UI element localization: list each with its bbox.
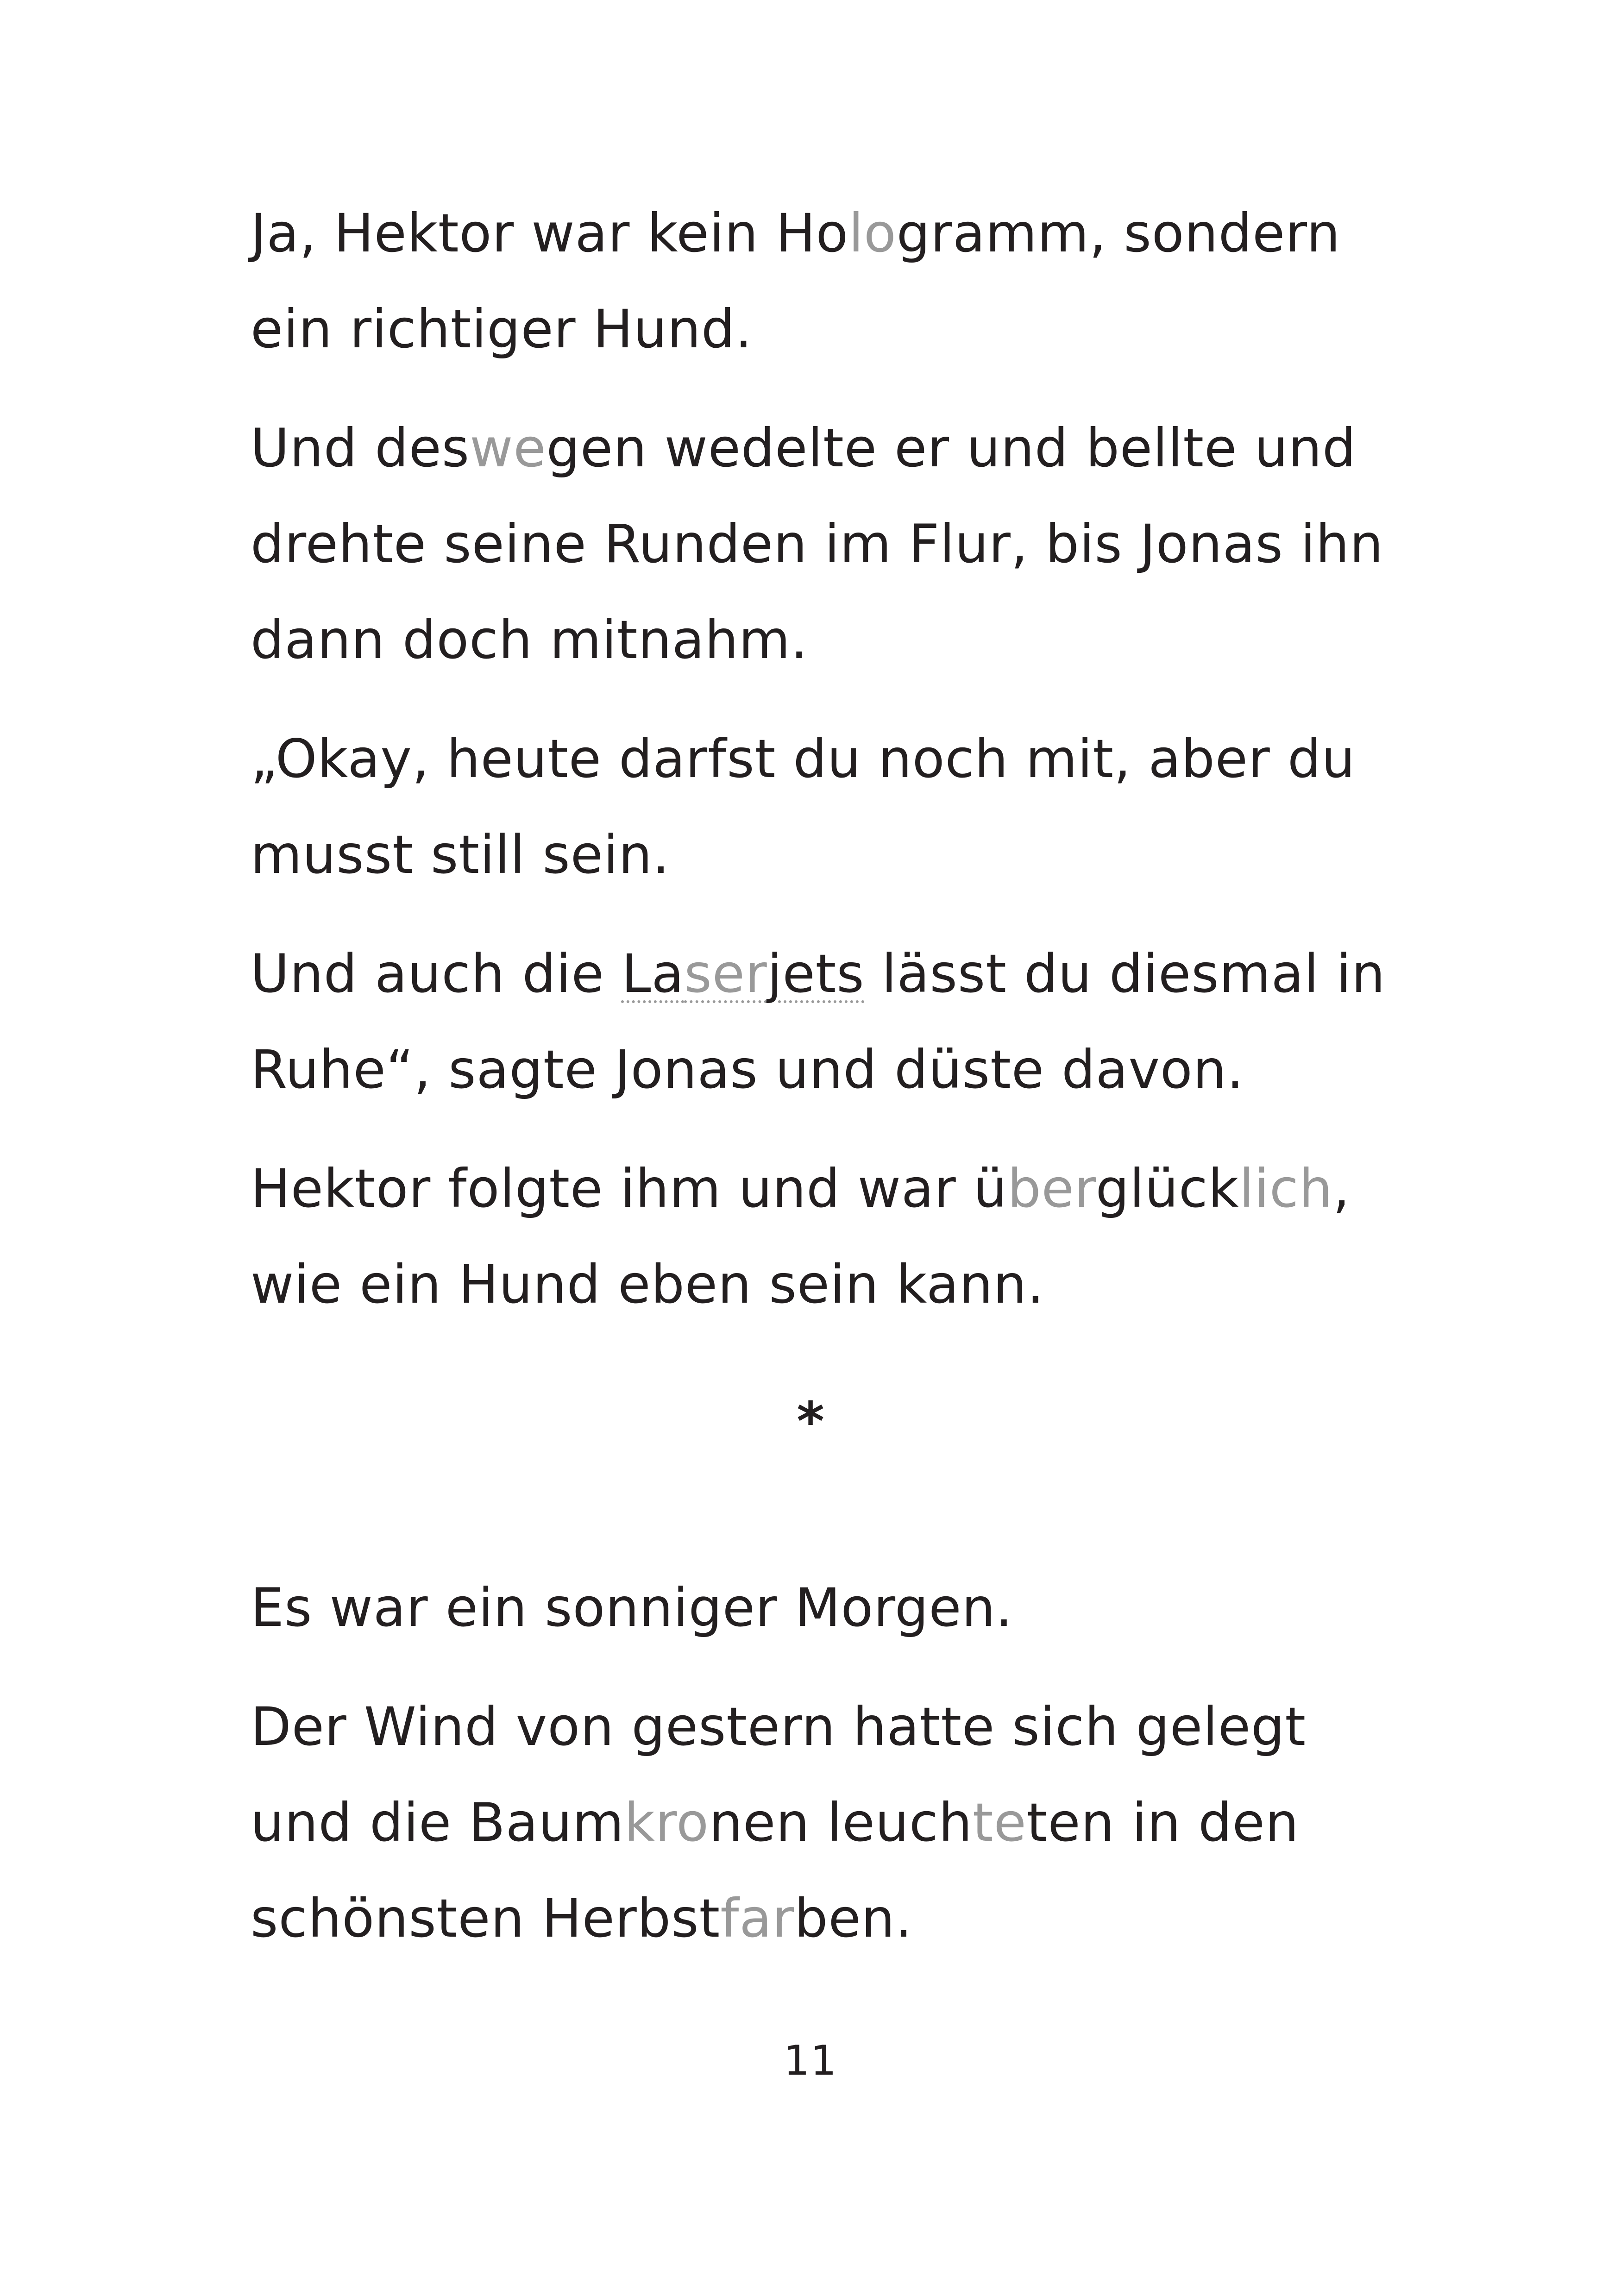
paragraph bbox=[251, 1560, 1455, 1656]
syllable-highlight: ser bbox=[684, 943, 767, 1004]
paragraph bbox=[251, 185, 1455, 377]
text-segment: und die Baum bbox=[251, 1792, 624, 1853]
text-segment: ben. bbox=[794, 1888, 913, 1949]
paragraph bbox=[251, 400, 1455, 688]
text-segment: , bbox=[1332, 1158, 1351, 1219]
text-line bbox=[251, 185, 1455, 281]
text-segment: drehte seine Runden im Flur, bis Jonas ihn bbox=[251, 513, 1384, 575]
text-segment: wie ein Hund eben sein kann. bbox=[251, 1254, 1044, 1315]
text-segment: musst still sein. bbox=[251, 824, 670, 885]
text-segment: Es war ein sonniger Morgen. bbox=[251, 1577, 1013, 1638]
syllable-highlight: lo bbox=[848, 202, 897, 264]
text-segment: dann doch mitnahm. bbox=[251, 609, 808, 671]
text-line bbox=[251, 1141, 1455, 1236]
text-segment: glück bbox=[1095, 1158, 1239, 1219]
text-segment: Der Wind von gestern hatte sich gelegt bbox=[251, 1696, 1307, 1757]
text-line bbox=[251, 1560, 1455, 1656]
syllable-highlight: lich bbox=[1239, 1158, 1333, 1219]
syllable-highlight: ber bbox=[1007, 1158, 1096, 1219]
text-segment: gramm, sondern bbox=[896, 202, 1341, 264]
text-line bbox=[251, 592, 1455, 688]
paragraph bbox=[251, 1141, 1455, 1332]
text-line bbox=[251, 1775, 1455, 1870]
paragraph bbox=[251, 1679, 1455, 1966]
text-segment: gen wedelte er und bellte und bbox=[546, 417, 1357, 479]
text-segment: Hektor folgte ihm und war ü bbox=[251, 1158, 1008, 1219]
syllable-highlight: we bbox=[470, 417, 547, 479]
section-separator: * bbox=[797, 1391, 824, 1452]
text-segment: ten in den bbox=[1026, 1792, 1299, 1853]
text-line bbox=[251, 400, 1455, 496]
text-line bbox=[251, 1022, 1455, 1117]
dotted-word-segment: jets bbox=[767, 943, 865, 1004]
syllable-highlight: far bbox=[720, 1888, 795, 1949]
text-segment: lässt du diesmal in bbox=[864, 943, 1386, 1004]
text-segment: ein richtiger Hund. bbox=[251, 298, 753, 360]
text-line bbox=[251, 1236, 1455, 1332]
text-segment: „Okay, heute darfst du noch mit, aber du bbox=[251, 728, 1356, 790]
text-line bbox=[251, 281, 1455, 377]
syllable-highlight: kro bbox=[624, 1792, 710, 1853]
paragraph bbox=[251, 926, 1455, 1117]
text-segment: Ruhe“, sagte Jonas und düste davon. bbox=[251, 1039, 1244, 1100]
text-line bbox=[251, 711, 1455, 807]
text-block-bottom bbox=[251, 1560, 1455, 1989]
page-number: 11 bbox=[784, 2037, 837, 2084]
text-segment: nen leuch bbox=[709, 1792, 973, 1853]
text-segment: Und des bbox=[251, 417, 470, 479]
text-line bbox=[251, 1870, 1455, 1966]
text-segment: Und auch die bbox=[251, 943, 622, 1004]
text-segment: schönsten Herbst bbox=[251, 1888, 721, 1949]
text-line bbox=[251, 1679, 1455, 1775]
text-segment: Ja, Hektor war kein Ho bbox=[251, 202, 849, 264]
text-line bbox=[251, 496, 1455, 592]
text-block-top bbox=[251, 185, 1455, 1355]
text-line bbox=[251, 926, 1455, 1022]
text-line bbox=[251, 807, 1455, 903]
syllable-highlight: te bbox=[972, 1792, 1027, 1853]
paragraph bbox=[251, 711, 1455, 903]
dotted-word-segment: La bbox=[621, 943, 685, 1004]
